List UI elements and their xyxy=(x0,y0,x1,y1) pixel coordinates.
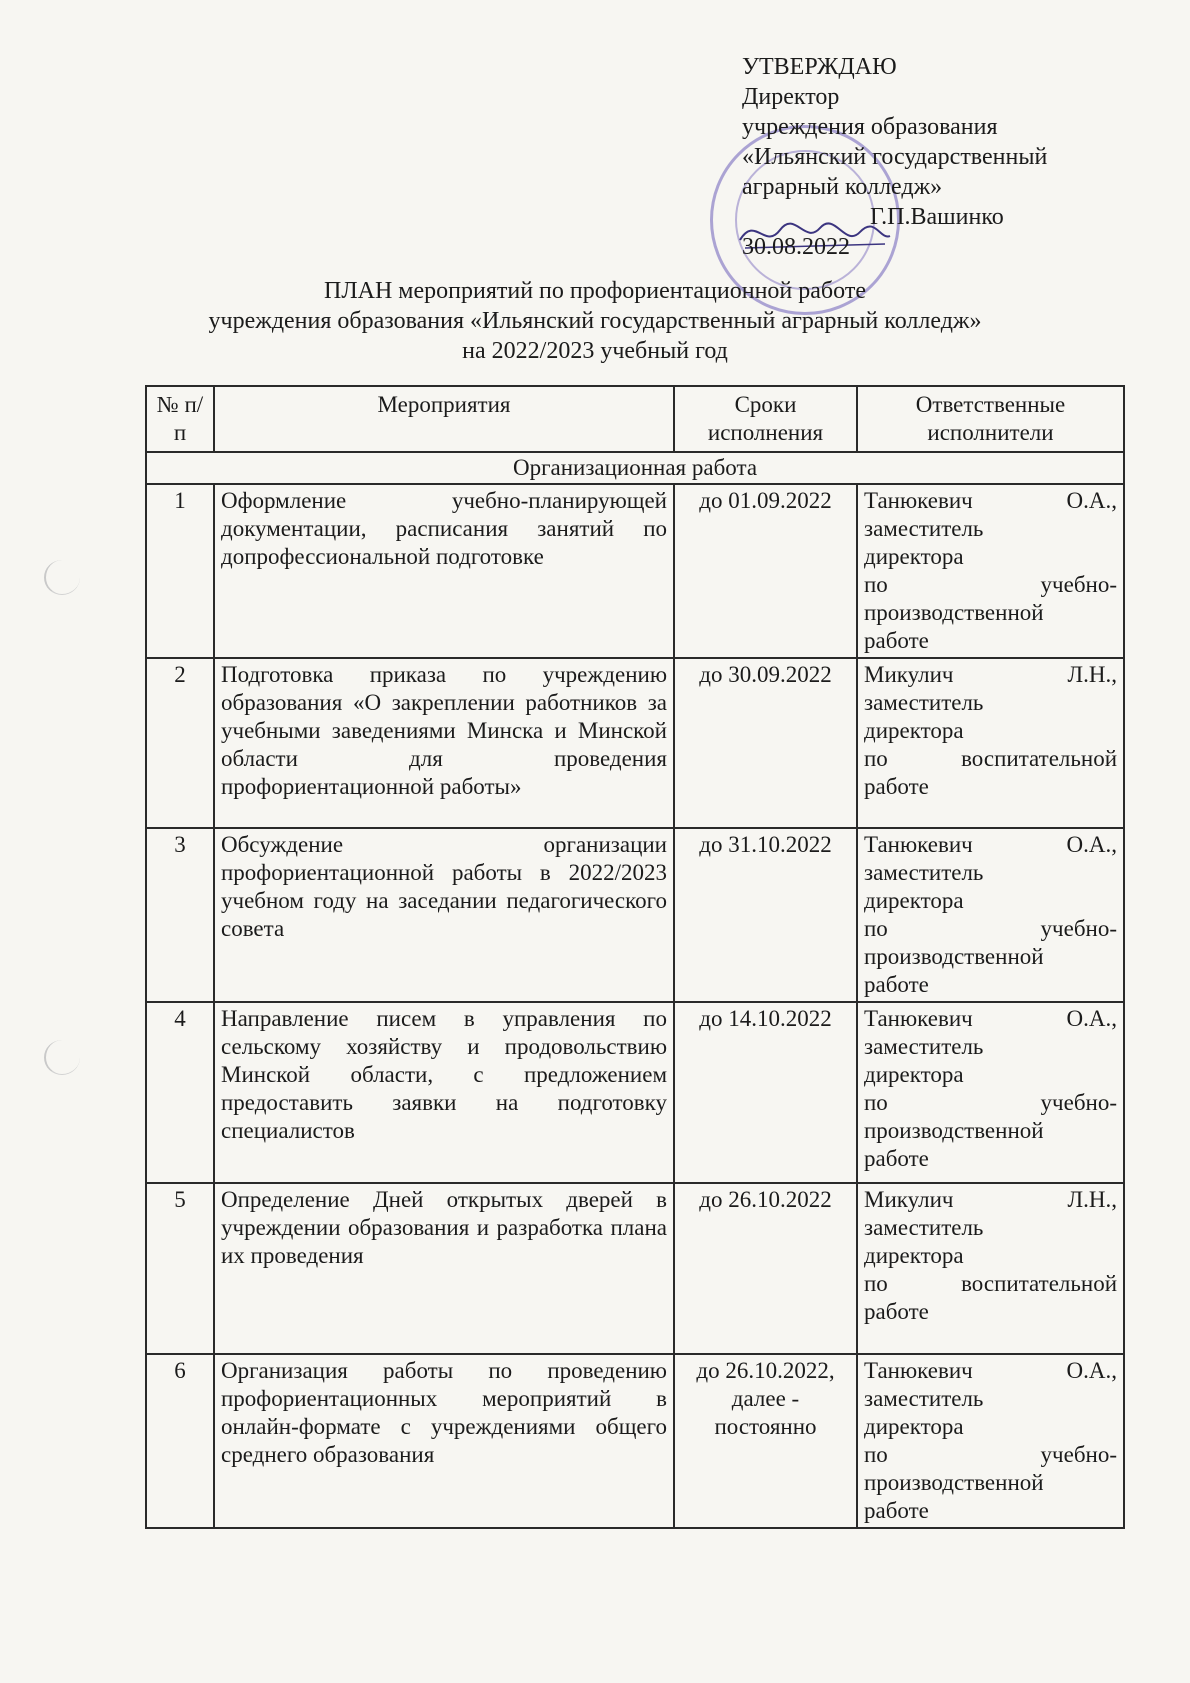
resp-line: по xyxy=(864,746,888,771)
approval-org-line: «Ильянский государственный xyxy=(742,144,1048,170)
row-resp xyxy=(857,484,1124,658)
resp-line: по xyxy=(864,1271,888,1296)
approval-signer: Г.П.Вашинко xyxy=(870,204,1004,230)
row-resp xyxy=(857,1002,1124,1183)
row-name: Определение Дней открытых дверей в учреждении образования и разработка плана их проведения xyxy=(214,1183,674,1354)
row-term: до 26.10.2022 xyxy=(674,1183,857,1354)
resp-name: Танюкевич xyxy=(864,1006,973,1031)
resp-name: Танюкевич xyxy=(864,488,973,513)
resp-line: производственной xyxy=(864,1118,1044,1143)
resp-line: по xyxy=(864,1442,888,1467)
row-num: 6 xyxy=(146,1354,214,1528)
resp-line: заместитель xyxy=(864,516,984,541)
approval-position: Директор xyxy=(742,84,840,110)
resp-line: учебно- xyxy=(1040,1090,1117,1115)
resp-line: заместитель xyxy=(864,1386,984,1411)
table-row xyxy=(146,828,1124,1002)
row-num: 1 xyxy=(146,484,214,658)
resp-line: работе xyxy=(864,628,929,653)
header-term: Сроки исполнения xyxy=(674,386,857,452)
approval-org-line: аграрный колледж» xyxy=(742,174,943,200)
resp-line: производственной xyxy=(864,1470,1044,1495)
resp-line: директора xyxy=(864,1243,964,1268)
resp-initials: О.А., xyxy=(1066,488,1117,513)
header-num: № п/п xyxy=(146,386,214,452)
resp-line: производственной xyxy=(864,944,1044,969)
resp-line: директора xyxy=(864,1414,964,1439)
resp-line: воспитательной xyxy=(961,1271,1117,1296)
resp-line: директора xyxy=(864,718,964,743)
header-name: Мероприятия xyxy=(214,386,674,452)
table-header-row xyxy=(146,386,1124,452)
resp-line: заместитель xyxy=(864,690,984,715)
approval-block xyxy=(742,52,1102,262)
plan-table xyxy=(145,385,1125,1529)
resp-line: директора xyxy=(864,1062,964,1087)
section-title: Организационная работа xyxy=(146,452,1124,484)
resp-line: работе xyxy=(864,774,929,799)
resp-line: заместитель xyxy=(864,1034,984,1059)
row-num: 3 xyxy=(146,828,214,1002)
row-resp xyxy=(857,658,1124,828)
resp-line: по xyxy=(864,572,888,597)
row-term: до 31.10.2022 xyxy=(674,828,857,1002)
resp-line: директора xyxy=(864,544,964,569)
resp-initials: Л.Н., xyxy=(1067,662,1117,687)
row-resp xyxy=(857,828,1124,1002)
section-row xyxy=(146,452,1124,484)
title-line: ПЛАН мероприятий по профориентационной работе xyxy=(324,278,866,304)
table-row xyxy=(146,1354,1124,1528)
resp-line: производственной xyxy=(864,600,1044,625)
resp-name: Микулич xyxy=(864,1187,954,1212)
punch-hole-mark xyxy=(44,1040,80,1075)
resp-line: по xyxy=(864,1090,888,1115)
row-resp xyxy=(857,1183,1124,1354)
row-name: Подготовка приказа по учреждению образования «О закреплении работников за учебными заведениями Минска и Минской области для проведения профориентационной работы» xyxy=(214,658,674,828)
resp-line: учебно- xyxy=(1040,916,1117,941)
resp-line: работе xyxy=(864,1146,929,1171)
row-name: Обсуждение организации профориентационной работы в 2022/2023 учебном году на заседании педагогического совета xyxy=(214,828,674,1002)
resp-line: учебно- xyxy=(1040,572,1117,597)
resp-line: воспитательной xyxy=(961,746,1117,771)
approval-heading: УТВЕРЖДАЮ xyxy=(742,54,897,80)
resp-line: по xyxy=(864,916,888,941)
row-num: 2 xyxy=(146,658,214,828)
resp-line: директора xyxy=(864,888,964,913)
title-line: учреждения образования «Ильянский государственный аграрный колледж» xyxy=(208,308,982,334)
row-name: Оформление учебно-планирующей документации, расписания занятий по допрофессиональной подготовке xyxy=(214,484,674,658)
row-num: 5 xyxy=(146,1183,214,1354)
resp-line: работе xyxy=(864,972,929,997)
resp-initials: О.А., xyxy=(1066,1006,1117,1031)
resp-name: Танюкевич xyxy=(864,1358,973,1383)
table-row xyxy=(146,1183,1124,1354)
resp-initials: О.А., xyxy=(1066,1358,1117,1383)
header-resp: Ответственные исполнители xyxy=(857,386,1124,452)
approval-org-line: учреждения образования xyxy=(742,114,998,140)
approval-date: 30.08.2022 xyxy=(742,234,850,260)
document-title xyxy=(0,276,1190,366)
row-name: Направление писем в управления по сельскому хозяйству и продовольствию Минской области, с предложением предоставить заявки на подготовку специалистов xyxy=(214,1002,674,1183)
resp-name: Микулич xyxy=(864,662,954,687)
resp-name: Танюкевич xyxy=(864,832,973,857)
title-line: на 2022/2023 учебный год xyxy=(462,338,728,364)
resp-line: работе xyxy=(864,1498,929,1523)
row-term: до 30.09.2022 xyxy=(674,658,857,828)
row-name: Организация работы по проведению профориентационных мероприятий в онлайн-формате с учреждениями общего среднего образования xyxy=(214,1354,674,1528)
row-term: до 26.10.2022, далее - постоянно xyxy=(674,1354,857,1528)
resp-line: заместитель xyxy=(864,860,984,885)
row-num: 4 xyxy=(146,1002,214,1183)
punch-hole-mark xyxy=(44,560,80,595)
table-row xyxy=(146,658,1124,828)
table-row xyxy=(146,1002,1124,1183)
row-resp xyxy=(857,1354,1124,1528)
table-row xyxy=(146,484,1124,658)
resp-line: работе xyxy=(864,1299,929,1324)
row-term: до 14.10.2022 xyxy=(674,1002,857,1183)
resp-initials: Л.Н., xyxy=(1067,1187,1117,1212)
resp-line: заместитель xyxy=(864,1215,984,1240)
row-term: до 01.09.2022 xyxy=(674,484,857,658)
resp-initials: О.А., xyxy=(1066,832,1117,857)
resp-line: учебно- xyxy=(1040,1442,1117,1467)
